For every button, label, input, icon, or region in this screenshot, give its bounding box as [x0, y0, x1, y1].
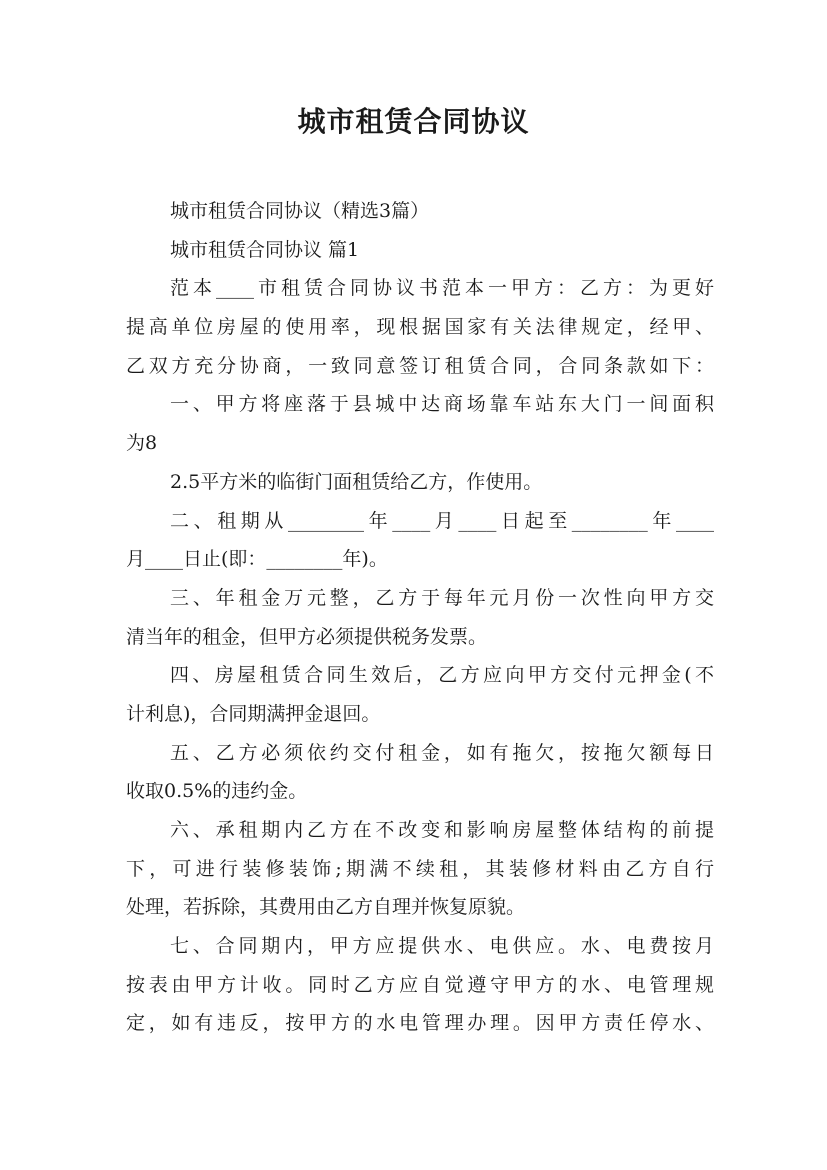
paragraph-line: 范本____市租赁合同协议书范本一甲方：乙方：为更好 [170, 277, 714, 300]
clause-7-line: 七、合同期内，甲方应提供水、电供应。水、电费按月 [170, 935, 714, 958]
subtitle-line: 城市租赁合同协议（精选3篇） [170, 200, 430, 222]
clause-1-line: 一、甲方将座落于县城中达商场靠车站东大门一间面积 [170, 393, 714, 416]
paragraph-line: 乙双方充分协商，一致同意签订租赁合同，合同条款如下： [126, 354, 714, 377]
clause-4-line: 计利息)，合同期满押金退回。 [126, 702, 381, 725]
clause-7-line: 定，如有违反，按甲方的水电管理办理。因甲方责任停水、 [126, 1012, 714, 1035]
clause-6-line: 处理，若拆除，其费用由乙方自理并恢复原貌。 [126, 896, 526, 919]
section-heading: 城市租赁合同协议 篇1 [170, 238, 360, 261]
clause-5-line: 收取0.5%的违约金。 [126, 780, 308, 803]
clause-3-line: 清当年的租金，但甲方必须提供税务发票。 [126, 625, 488, 648]
clause-5-line: 五、乙方必须依约交付租金，如有拖欠，按拖欠额每日 [170, 741, 714, 764]
clause-2-line: 二、租期从________年____月____日起至________年____ [170, 509, 714, 532]
document-title: 城市租赁合同协议 [297, 105, 530, 138]
clause-6-line: 下，可进行装修装饰;期满不续租，其装修材料由乙方自行 [126, 857, 714, 880]
clause-4-line: 四、房屋租赁合同生效后，乙方应向甲方交付元押金(不 [170, 664, 714, 687]
clause-1-line: 2.5平方米的临街门面租赁给乙方，作使用。 [170, 470, 543, 493]
document-body [126, 192, 714, 1043]
clause-2-line: 月____日止(即：________年)。 [126, 548, 388, 571]
clause-1-line: 为8 [126, 432, 158, 455]
clause-6-line: 六、承租期内乙方在不改变和影响房屋整体结构的前提 [170, 819, 714, 841]
paragraph-line: 提高单位房屋的使用率，现根据国家有关法律规定，经甲、 [126, 316, 714, 339]
clause-7-line: 按表由甲方计收。同时乙方应自觉遵守甲方的水、电管理规 [126, 973, 714, 996]
clause-3-line: 三、年租金万元整，乙方于每年元月份一次性向甲方交 [170, 586, 714, 609]
